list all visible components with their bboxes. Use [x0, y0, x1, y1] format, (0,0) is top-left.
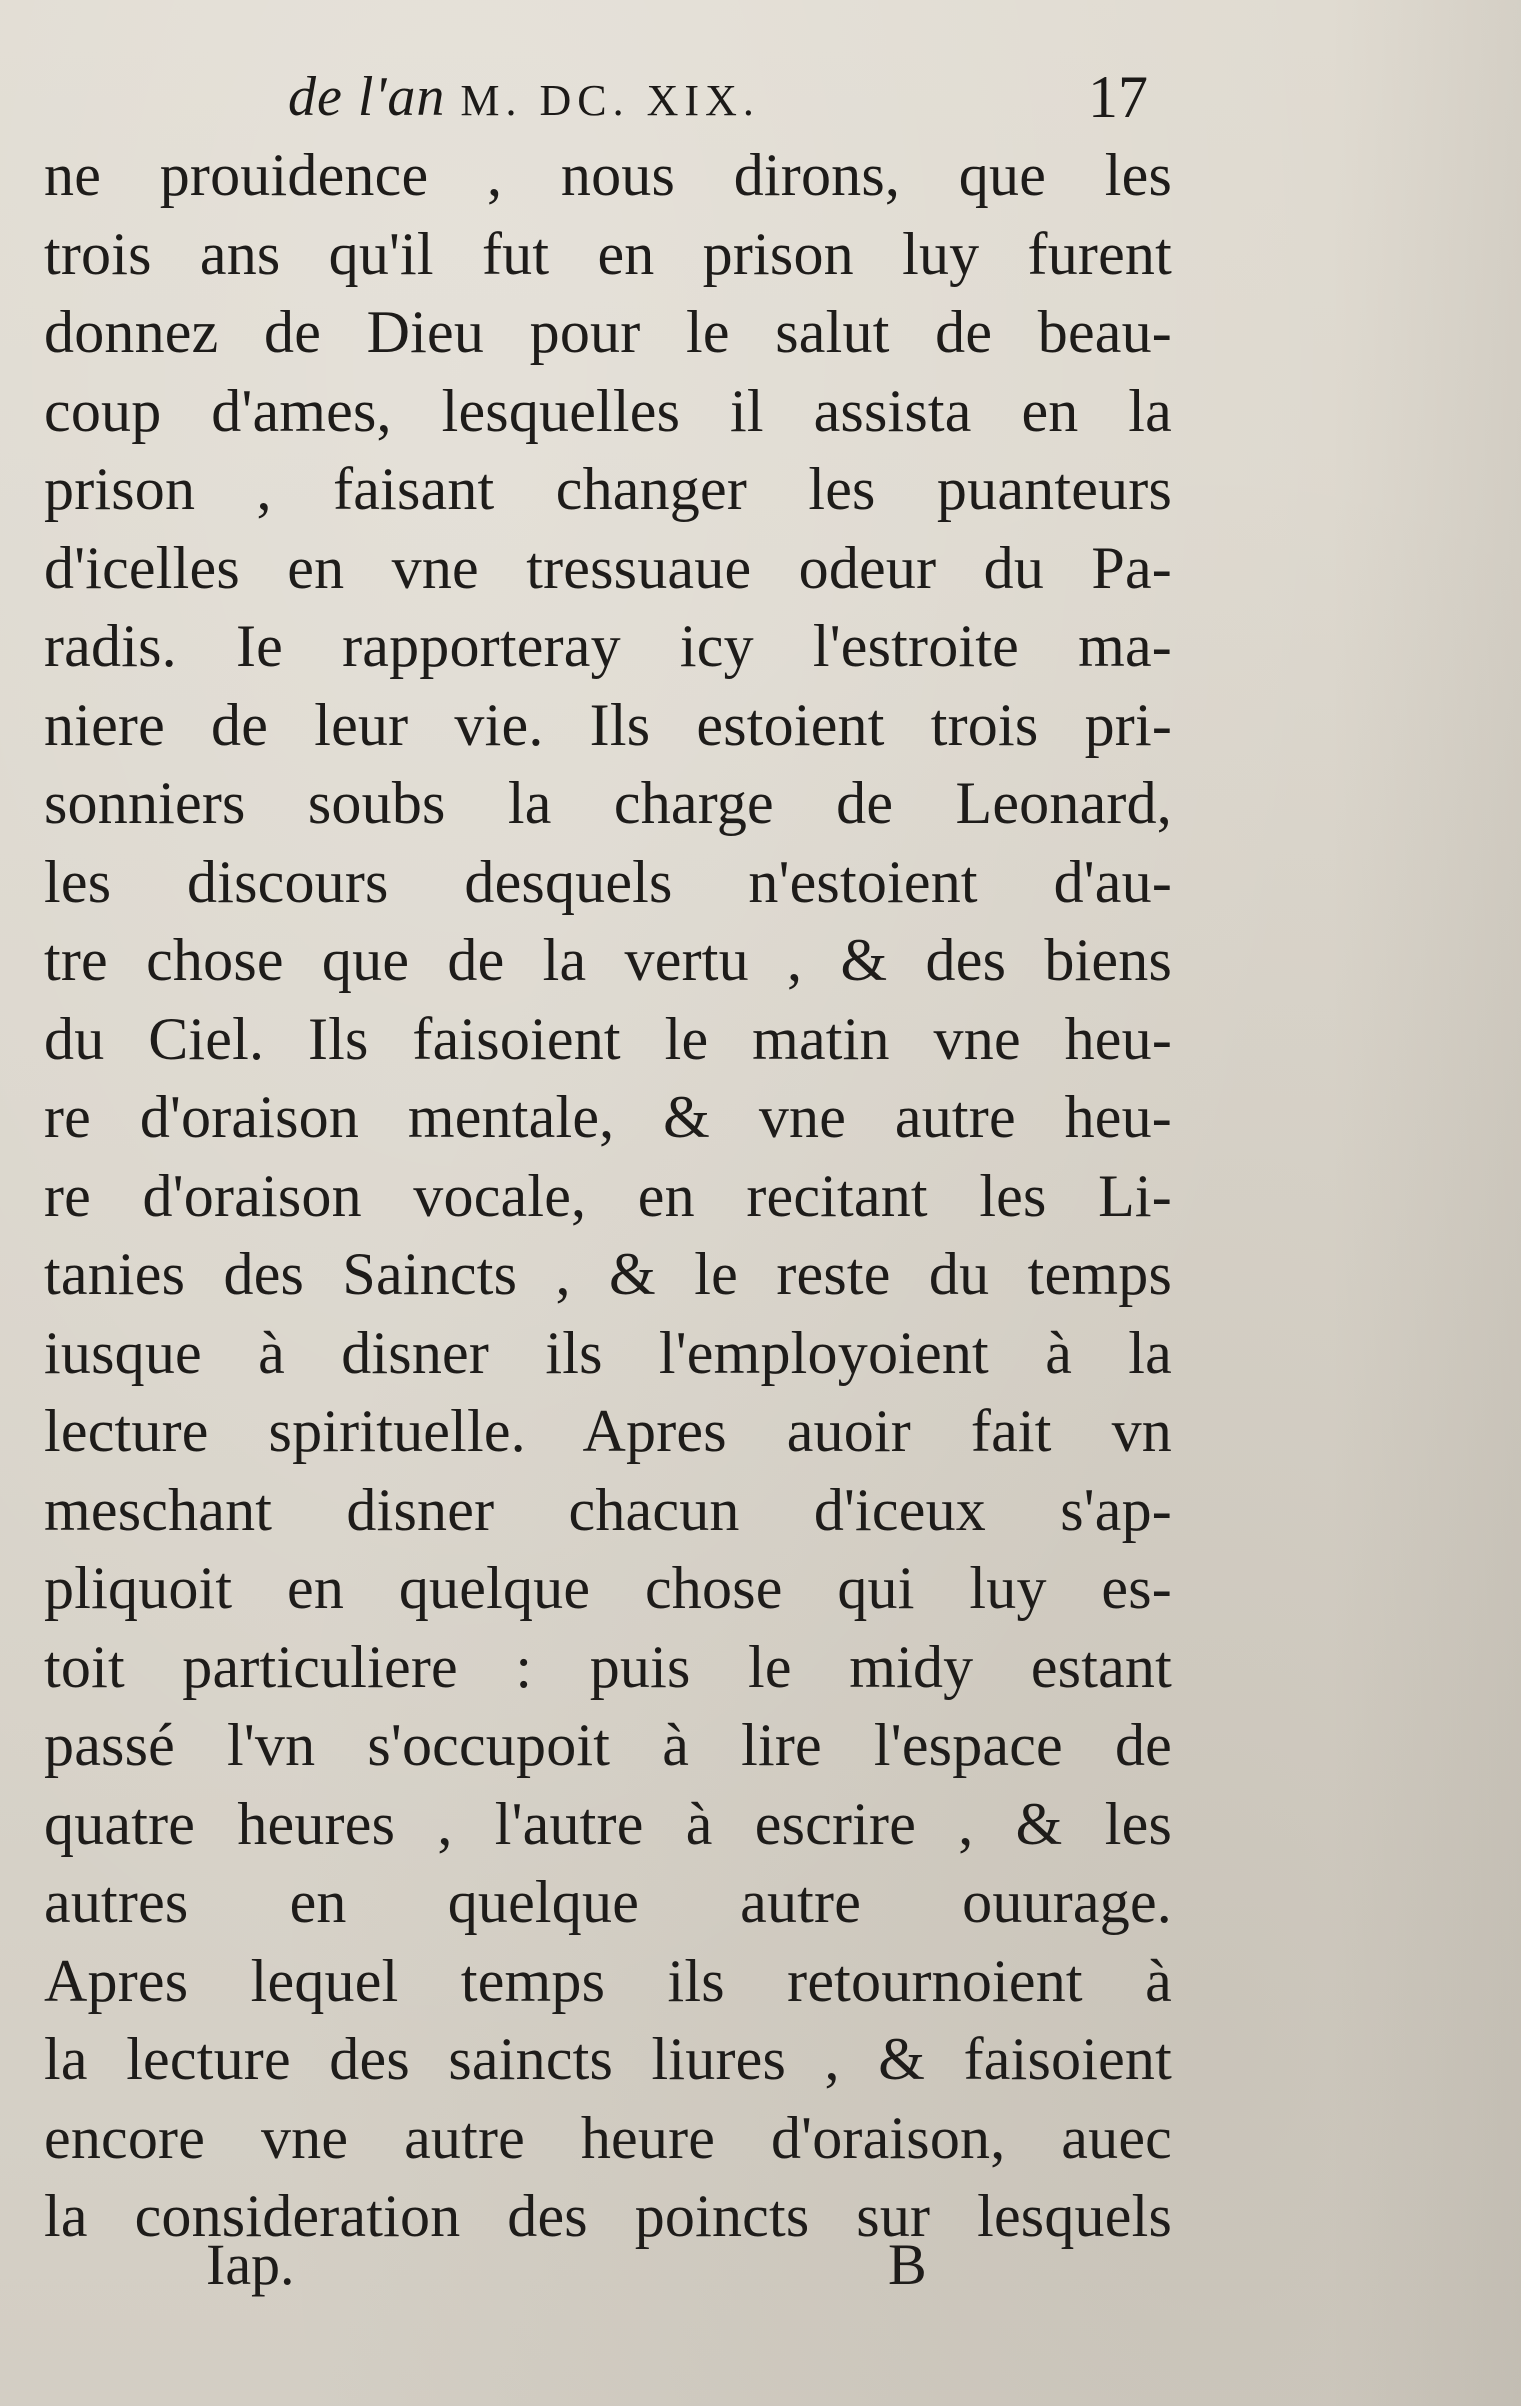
text-line: passé l'vn s'occupoit à lire l'espace de	[44, 1712, 1172, 1778]
body-text	[44, 136, 1172, 2256]
text-line: du Ciel. Ils faisoient le matin vne heu-	[44, 1005, 1172, 1072]
text-line: re d'oraison mentale, & vne autre heu-	[44, 1084, 1172, 1150]
text-line: coup d'ames, lesquelles il assista en la	[44, 377, 1172, 444]
signature-mark: B	[888, 2232, 927, 2297]
text-line: lecture spirituelle. Apres auoir fait vn	[44, 1398, 1172, 1464]
text-line: tre chose que de la vertu , & des biens	[44, 927, 1172, 993]
text-line: iusque à disner ils l'employoient à la	[44, 1319, 1172, 1386]
running-title	[288, 62, 760, 136]
text-line: trois ans qu'il fut en prison luy furent	[44, 220, 1172, 287]
text-line: Apres lequel temps ils retournoient à	[44, 1947, 1172, 2014]
page-footer	[0, 2220, 1521, 2310]
text-line: radis. Ie rapporteray icy l'estroite ma-	[44, 613, 1172, 679]
catchword: Iap.	[206, 2232, 295, 2297]
running-head	[0, 62, 1521, 132]
text-line: pliquoit en quelque chose qui luy es-	[44, 1555, 1172, 1621]
page-number: 17	[1088, 64, 1148, 130]
text-line: ne prouidence , nous dirons, que les	[44, 142, 1172, 208]
text-line: tanies des Saincts , & le reste du temps	[44, 1241, 1172, 1307]
text-line: la lecture des saincts liures , & faisoient	[44, 2026, 1172, 2092]
text-line: autres en quelque autre ouurage.	[44, 1869, 1172, 1935]
text-line: toit particuliere : puis le midy estant	[44, 1633, 1172, 1700]
text-line: quatre heures , l'autre à escrire , & les	[44, 1790, 1172, 1857]
text-line: prison , faisant changer les puanteurs	[44, 456, 1172, 522]
running-title-year: M. DC. XIX.	[460, 76, 760, 125]
text-line: meschant disner chacun d'iceux s'ap-	[44, 1476, 1172, 1543]
text-line: donnez de Dieu pour le salut de beau-	[44, 299, 1172, 365]
text-line: d'icelles en vne tressuaue odeur du Pa-	[44, 534, 1172, 601]
text-line: niere de leur vie. Ils estoient trois pri-	[44, 691, 1172, 758]
text-line: encore vne autre heure d'oraison, auec	[44, 2104, 1172, 2171]
running-title-italic: de l'an	[288, 66, 446, 128]
text-line: les discours desquels n'estoient d'au-	[44, 848, 1172, 915]
text-line: la consideration des poincts sur lesquels	[44, 2183, 1172, 2249]
text-line: re d'oraison vocale, en recitant les Li-	[44, 1162, 1172, 1229]
text-line: sonniers soubs la charge de Leonard,	[44, 770, 1172, 836]
